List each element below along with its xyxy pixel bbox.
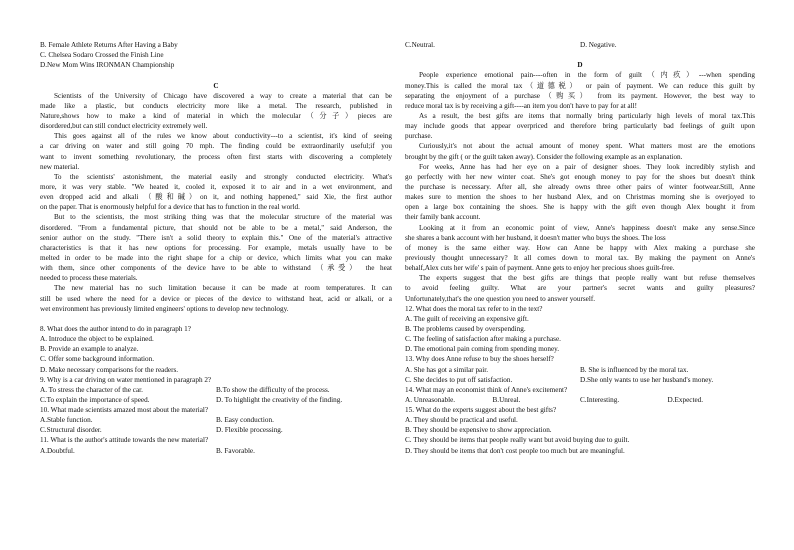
answer-row (40, 395, 392, 405)
passage-line: purchase. (405, 132, 433, 141)
passage-line: may include goods that appear overpriced and therefore bring particularly bad feelings of guilt upon (405, 122, 755, 131)
answer-option: A.Stable function. (40, 416, 93, 425)
question-stem: 11. What is the author's attitude towards the new material? (40, 436, 209, 445)
passage-line: disordered. "From a fundamental picture, that should not be able to be a metal," said Anderson, the (40, 223, 392, 232)
section-heading: C (213, 81, 219, 90)
answer-option: C.To explain the importance of speed. (40, 395, 150, 404)
passage-line: characteristics is that it has new options for processing. For example, metals usually have to be (40, 243, 392, 252)
answer-option: B. The problems caused by overspending. (405, 324, 526, 333)
answer-option: D. Flexible processing. (216, 426, 283, 435)
answer-row (405, 40, 755, 50)
answer-option: D.She only wants to use her husband's money. (580, 375, 714, 384)
passage-line: Curiously,it's not about the actual amount of money spent. What matters most are the emotions (419, 142, 755, 151)
question-stem: 13. Why does Anne refuse to buy the shoes herself? (405, 355, 554, 364)
passage-line: People experience emotional pain----often in the form of guilt（内疚）---when spending (419, 71, 755, 80)
answer-option: C. The feeling of satisfaction after making a purchase. (405, 335, 561, 344)
answer-option: C. Offer some background information. (40, 355, 155, 364)
passage-line: wet environment has previously limited engineers' options to develop new technology. (40, 304, 289, 313)
answer-row (40, 446, 392, 456)
question-stem: 14. What may an economist think of Anne's excitement? (405, 385, 568, 394)
passage-line: open a large box containing the shoes. She is happy with the gift even though Alex bought it from (405, 203, 755, 212)
answer-option: B.Unreal. (492, 395, 521, 404)
question-stem: 8. What does the author intend to do in paragraph 1? (40, 324, 191, 333)
answer-option: A. Introduce the object to be explained. (40, 335, 154, 344)
passage-line: with them, since other components of the device have to be able to withstand （承受） the heat (40, 264, 392, 273)
passage-line: To the scientists' astonishment, the material easily and strongly conducted electricity. What's (54, 172, 392, 181)
passage-line: she shares a bank account with her husband, it doesn't matter who buys the shoes. The loss (405, 233, 666, 242)
answer-option: C.Interesting. (580, 395, 620, 404)
passage-line: still be used where the need for a device or pieces of the device to withstand heat, acid or alkali, or a (40, 294, 392, 303)
passage-line: new material. (40, 162, 80, 171)
passage-line: more, it was very stable. "We heated it, cooled it, exposed it to air and in a wet environment, and (40, 182, 392, 191)
answer-option: A. They should be practical and useful. (405, 416, 518, 425)
answer-row (405, 395, 755, 405)
answer-option: D. To highlight the creativity of the finding. (216, 395, 343, 404)
passage-line: For weeks, Anne has had her eye on a pair of designer shoes. They look incredibly stylish and (419, 162, 755, 171)
passage-line: makes sure to mention the shoes to her husband Alex, and on Christmas morning she is overjoyed to (405, 193, 755, 202)
passage-line: The experts suggest that the best gifts are things that people really want but refuse themselves (419, 274, 755, 283)
answer-option: C.Structural disorder. (40, 426, 102, 435)
passage-line: melted in order to be made into the right shape for a chip or device, which limits what you can make (40, 253, 392, 262)
passage-line: go perfectly with her new winter coat. She's got enough money to pay for the shoes but doesn't think (405, 172, 755, 181)
question-stem: 10. What made scientists amazed most about the material? (40, 406, 209, 415)
passage-line: Scientists of the University of Chicago have discovered a way to create a material that can be (54, 91, 392, 100)
passage-line: made like a plastic, but conducts electricity more like a metal. The research, published in (40, 101, 392, 110)
passage-line: disordered,but can still conduct electricity extremely well. (40, 122, 208, 131)
answer-option: D. They should be items that don't cost people too much but are meaningful. (405, 446, 625, 455)
passage-line: But to the scientists, the most striking thing was that the molecular structure of the material was (54, 213, 392, 222)
answer-row (405, 365, 755, 375)
passage-line: Looking at it from an economic point of view, Anne's happiness doesn't make any sense.Since (419, 223, 755, 232)
answer-option: B. They should be expensive to show appreciation. (405, 426, 552, 435)
answer-option: B. She is influenced by the moral tax. (580, 365, 689, 374)
section-heading: D (577, 61, 583, 70)
passage-line: on the paper. That is enormously helpful for a device that has to function in the real world. (40, 203, 300, 212)
question-stem: 12. What does the moral tax refer to in the text? (405, 304, 543, 313)
passage-line: money.This is called the moral tax（道德税） or pain of payment. We can reduce this guilt by (405, 81, 755, 90)
answer-option: A. To stress the character of the car. (40, 385, 143, 394)
question-stem: 15. What do the experts suggest about the best gifts? (405, 406, 557, 415)
answer-option: C. They should be items that people really want but avoid buying due to guilt. (405, 436, 630, 445)
answer-option: A. Unreasonable. (405, 395, 456, 404)
passage-line: to avoid feeling guilty. What are your partner's secret wants and guilty pleasures? (405, 284, 755, 293)
passage-line: needed to process these materials. (40, 274, 138, 283)
answer-option: C. She decides to put off satisfaction. (405, 375, 513, 384)
answer-option: A.Doubtful. (40, 446, 75, 455)
passage-line: a car driving on water and still going 70 mph. The finding could be extraordinarily useful;if you (40, 142, 392, 151)
answer-option: B. Easy conduction. (216, 416, 274, 425)
passage-line: behalf,Alex cuts her wife' s pain of payment. Anne gets to enjoy her precious shoes guilt-free. (405, 264, 675, 273)
answer-row (40, 425, 392, 435)
answer-option: B.To show the difficulty of the process. (216, 385, 330, 394)
passage-line: The new material has no such limitation because it can be made at room temperatures. It can (54, 284, 392, 293)
question-stem: 9. Why is a car driving on water mentioned in paragraph 2? (40, 375, 212, 384)
answer-option: D. Make necessary comparisons for the readers. (40, 365, 179, 374)
passage-line: This goes against all of the rules we know about conductivity---to a scientist, it's kind of seeing (54, 132, 392, 141)
passage-line: reduce moral tax is by receiving a gift----an item you don't have to pay for at all! (405, 101, 638, 110)
passage-line: previously thought unnecessary? It all comes down to moral tax. By making the payment on Anne's (405, 253, 755, 262)
answer-row (40, 415, 392, 425)
answer-row (405, 375, 755, 385)
answer-option: D. Negative. (580, 41, 617, 49)
passage-line: senior author on the study. "There isn't a solid theory to explain this." One of the material's attractive (40, 233, 392, 242)
answer-option: A. She has got a similar pair. (405, 365, 489, 374)
answer-option: B. Favorable. (216, 446, 255, 455)
passage-line: brought by the gift ( or the guilt taken away). Consider the following example as an explanation. (405, 152, 683, 161)
answer-option: A. The guilt of receiving an expensive gift. (405, 314, 529, 323)
passage-line: Unfortunately,that's the one question you need to answer yourself. (405, 294, 596, 303)
answer-row (40, 385, 392, 395)
passage-line: the purchase is necessary. After all, she already owns three other pairs of winter footwear.Still, Anne (405, 182, 755, 191)
passage-line: even dropped acid and alkali （酸和碱）on it, and nothing happened," said Xie, the first author (40, 193, 392, 202)
option-line: B. Female Athlete Returns After Having a Baby (40, 41, 178, 49)
passage-line: Nature,shows how to make a kind of material in which the molecular（分子）pieces are (40, 111, 392, 120)
option-line: D.New Mom Wins IRONMAN Championship (40, 61, 175, 70)
answer-option: D.Expected. (667, 395, 704, 404)
right-column (405, 40, 755, 456)
passage-line: of money is the same either way. How can Anne be happy with Alex making a purchase she (405, 243, 755, 252)
answer-option: D. The emotional pain coming from spending money. (405, 345, 560, 354)
passage-line: separating the enjoyment of a purchase（购买） from its payment. However, the best way to (405, 91, 755, 100)
answer-option: B. Provide an example to analyze. (40, 345, 139, 354)
passage-line: want to invent something revolutionary, the process often first starts with discovering a completely (40, 152, 392, 161)
left-column (40, 40, 392, 456)
passage-line: As a result, the best gifts are items that normally bring particularly high levels of moral tax.This (419, 111, 755, 120)
answer-option: C.Neutral. (405, 41, 435, 49)
passage-line: their family bank account. (405, 213, 481, 222)
option-line: C. Chelsea Sodaro Crossed the Finish Line (40, 51, 164, 60)
